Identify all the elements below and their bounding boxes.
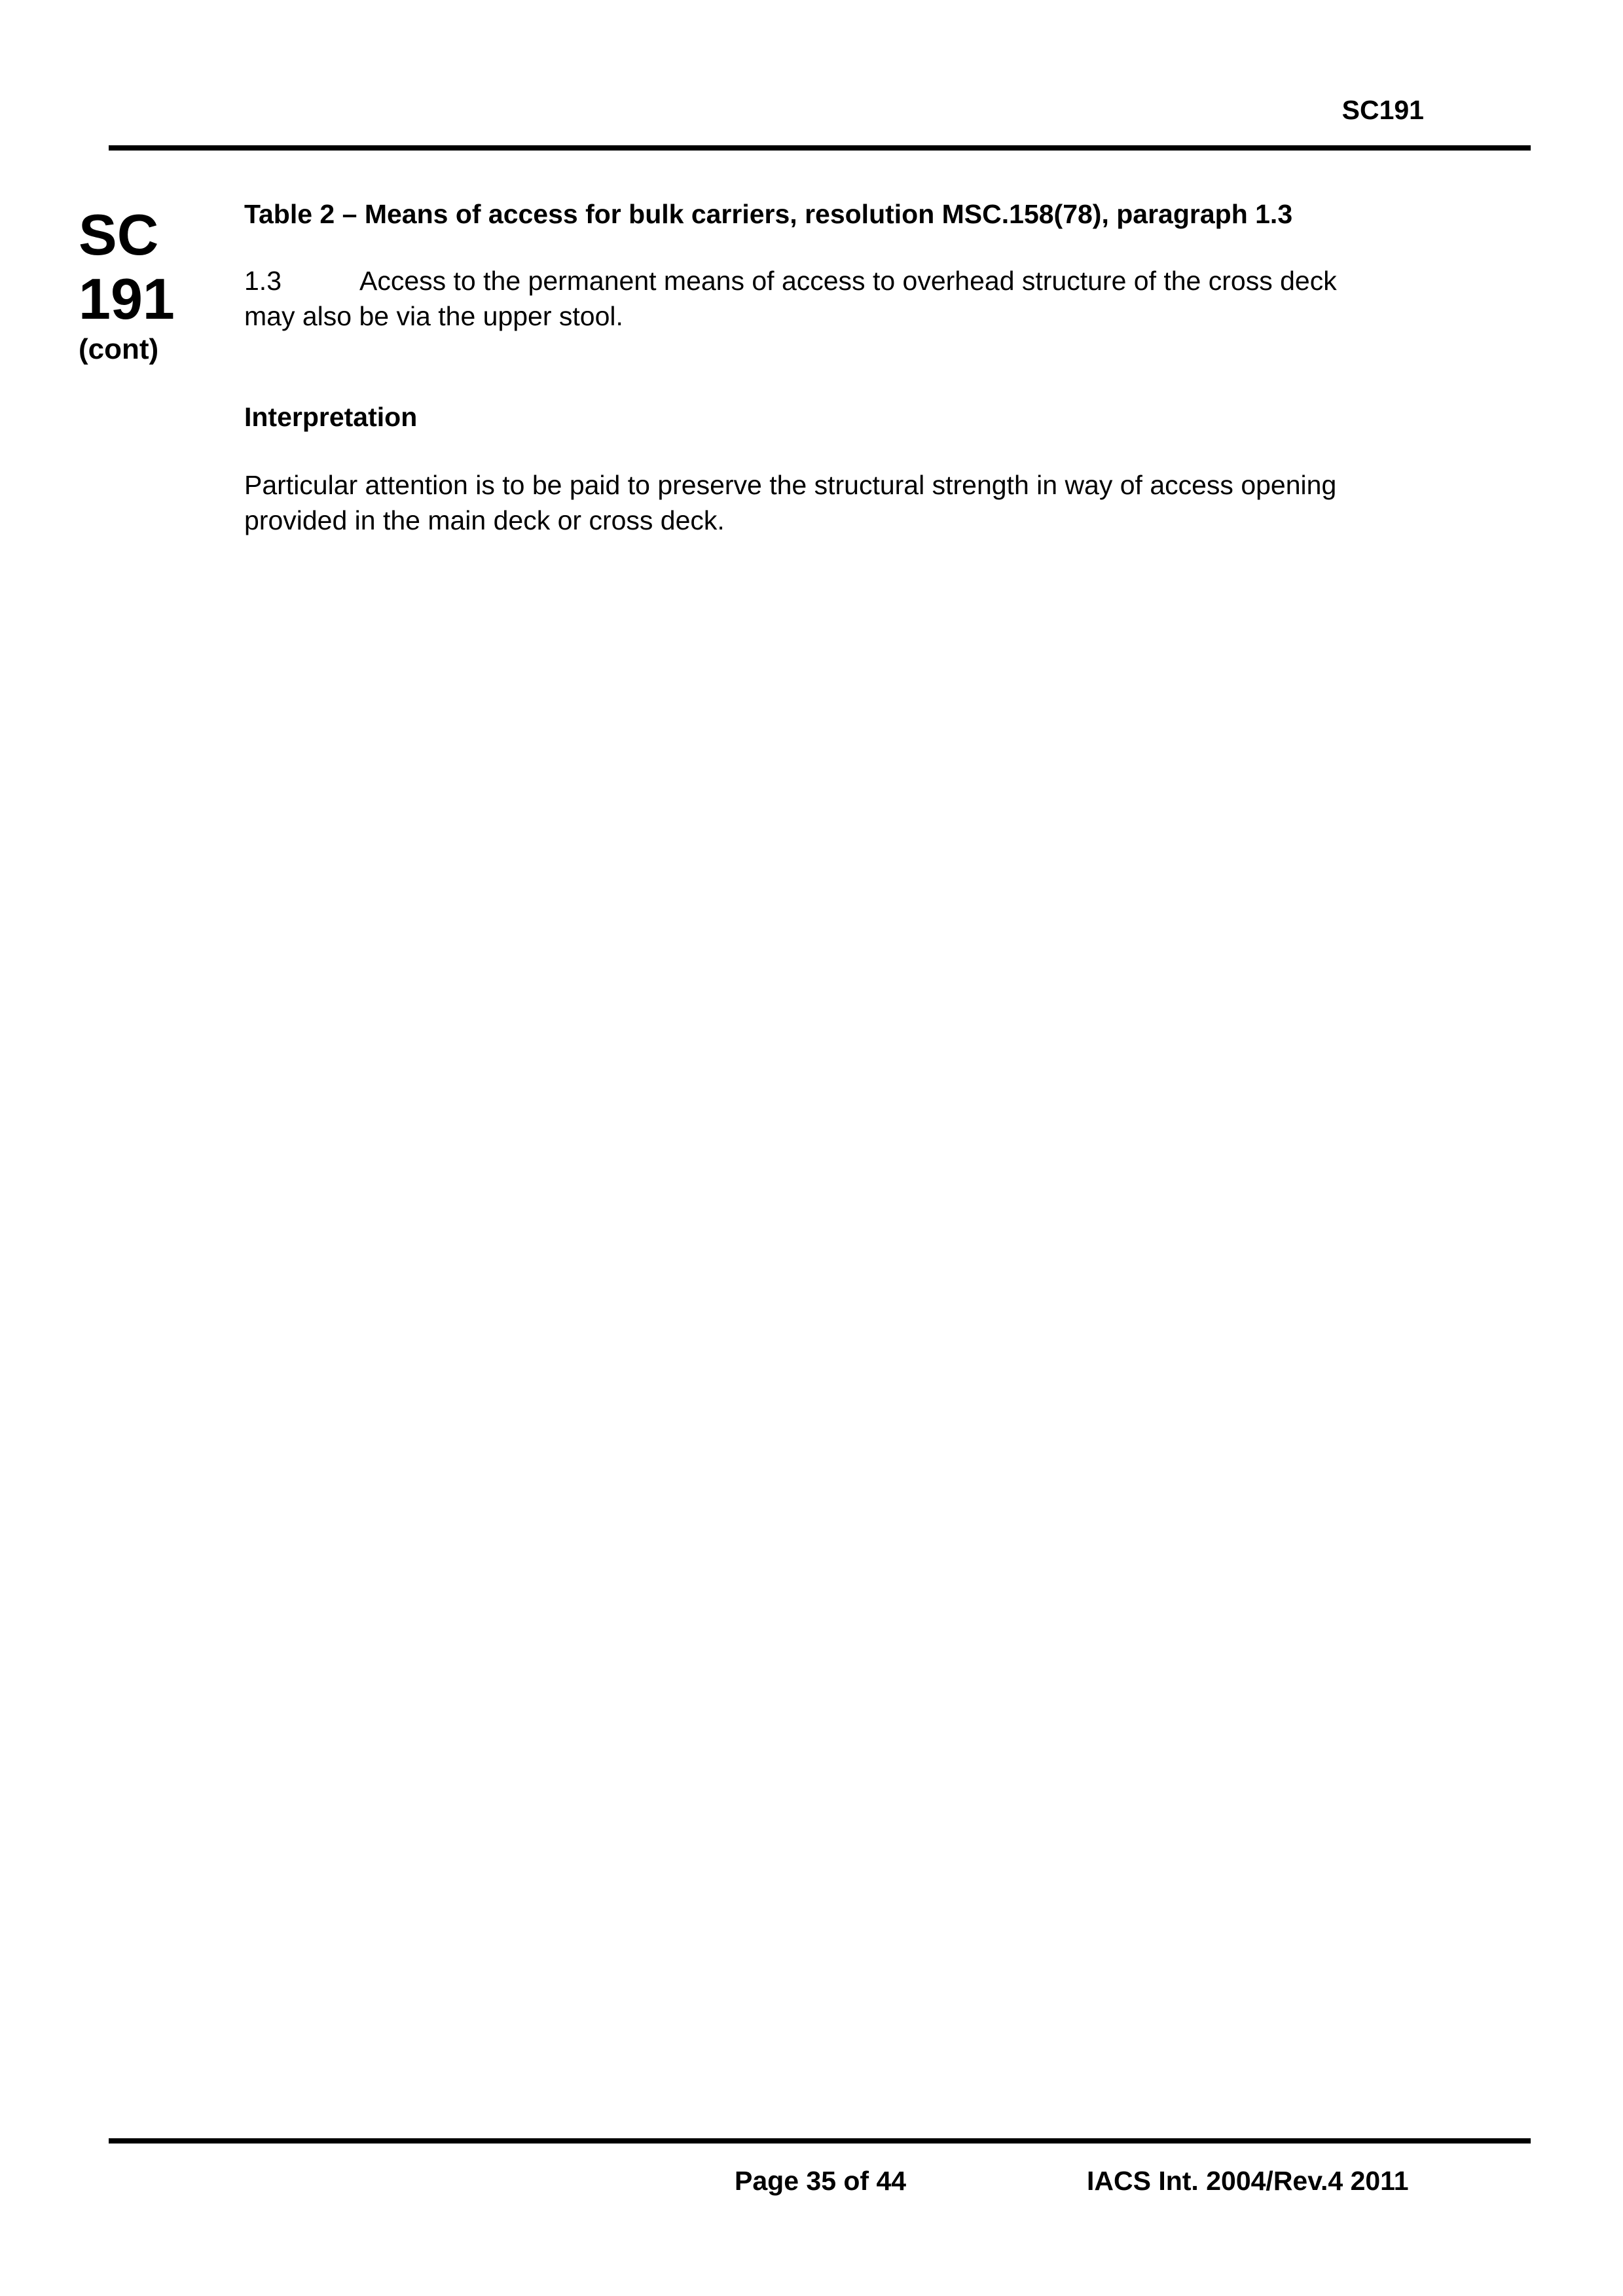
header-code: SC191 [1341, 95, 1424, 125]
footer [0, 2135, 1623, 2196]
section-title: Table 2 – Means of access for bulk carriers, resolution MSC.158(78), paragraph 1.3 [244, 199, 1293, 229]
paragraph-line-2: may also be via the upper stool. [244, 301, 623, 331]
paragraph-line-1: Access to the permanent means of access to overhead structure of the cross deck [359, 266, 1337, 296]
paragraph-1-3 [244, 263, 1462, 334]
margin-tag-line-2: 191 [79, 266, 175, 331]
main-content [244, 196, 1462, 538]
document-reference: IACS Int. 2004/Rev.4 2011 [1087, 2166, 1409, 2196]
interpretation-line-2: provided in the main deck or cross deck. [244, 505, 725, 535]
header-rule [109, 145, 1531, 151]
paragraph-number: 1.3 [244, 266, 282, 296]
interpretation-line-1: Particular attention is to be paid to preserve the structural strength in way of access opening [244, 470, 1337, 500]
margin-tag-line-3: (cont) [79, 333, 159, 365]
interpretation-paragraph [244, 467, 1462, 538]
margin-tag [79, 203, 175, 367]
page-number: Page 35 of 44 [735, 2166, 907, 2196]
margin-tag-line-1: SC [79, 202, 159, 267]
interpretation-heading: Interpretation [244, 402, 418, 432]
